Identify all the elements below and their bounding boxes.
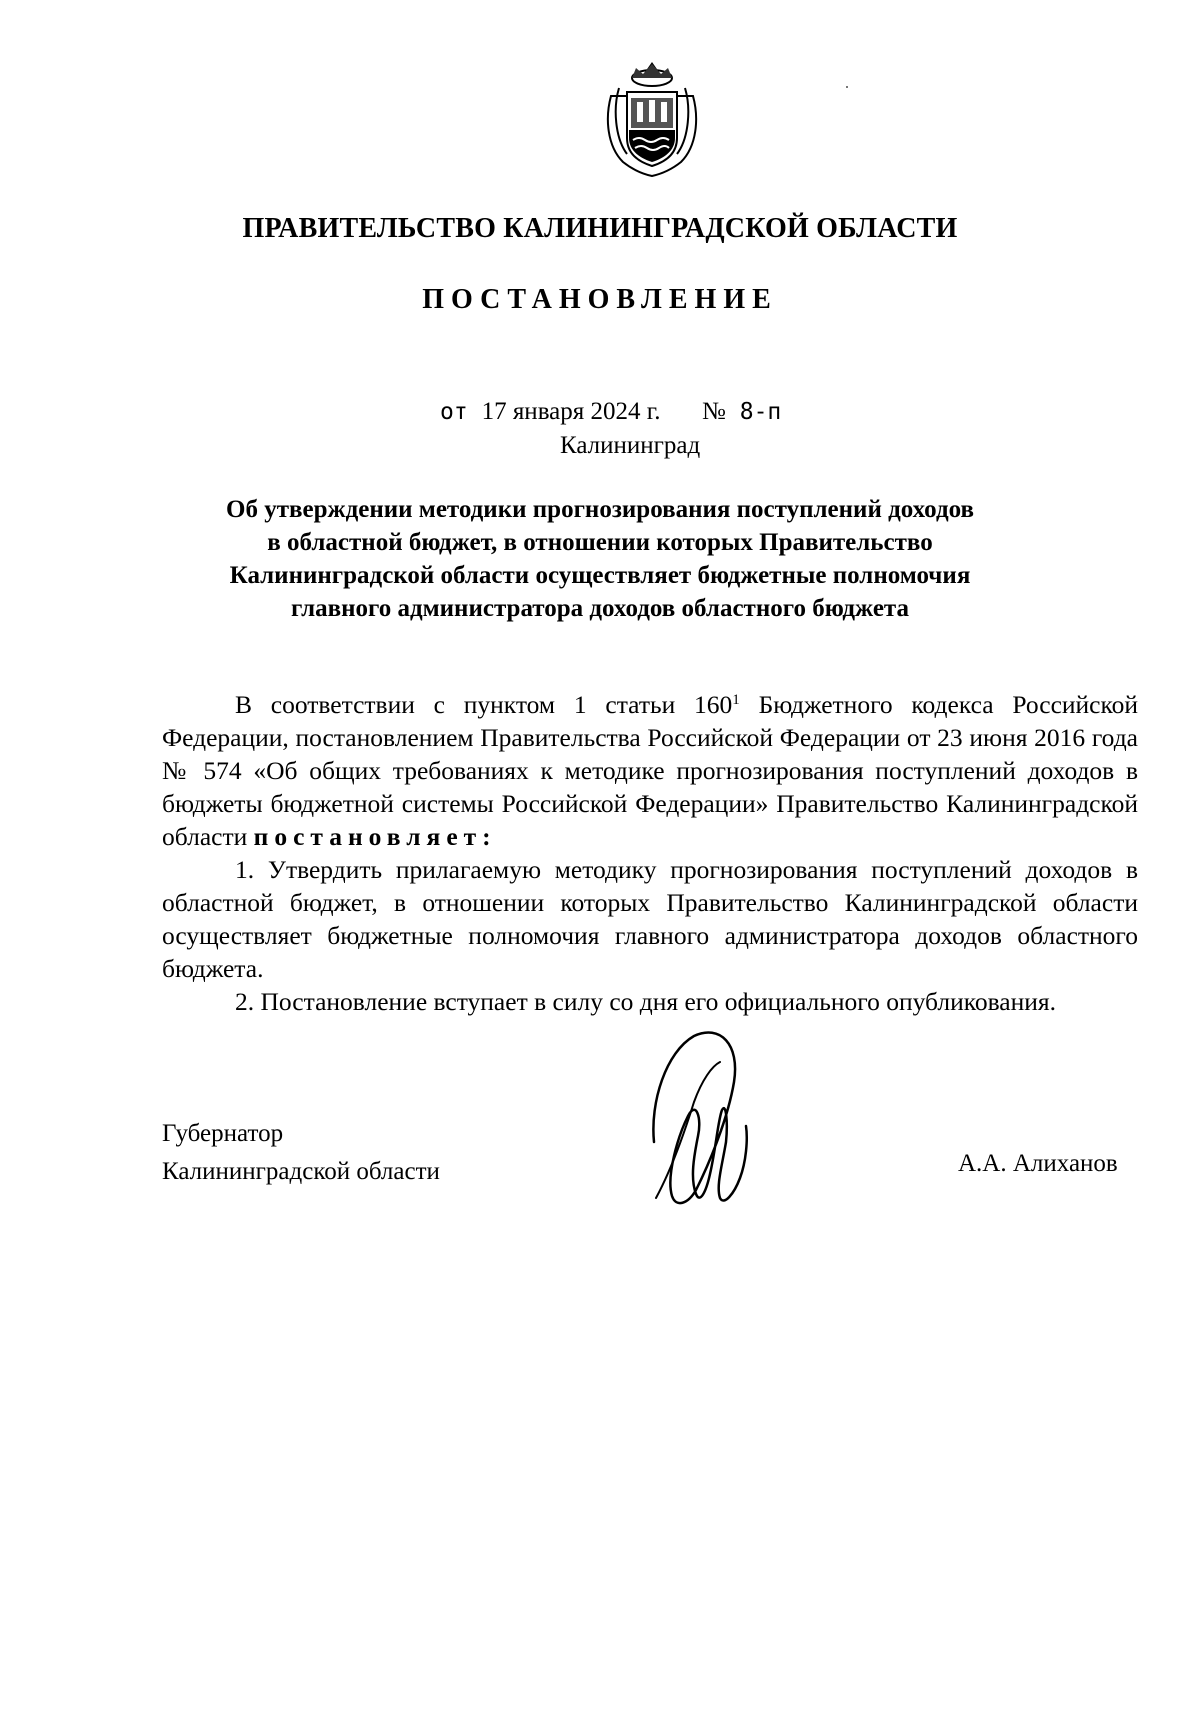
number-label: №: [702, 398, 726, 425]
preamble-text: В соответствии с пунктом 1 статьи 160: [235, 690, 733, 719]
subject-line: Об утверждении методики прогнозирования поступлений доходов: [226, 496, 974, 523]
document-subject: [150, 493, 1050, 625]
signer-title-line: Губернатор: [162, 1120, 284, 1147]
document-date: 17 января 2024 г.: [481, 398, 661, 425]
decree-verb: постановляет:: [253, 822, 497, 851]
subject-line: в областной бюджет, в отношении которых Правительство: [267, 529, 933, 556]
document-body: [162, 688, 1138, 1018]
signer-title-line: Калининградской области: [162, 1158, 440, 1185]
document-type: ПОСТАНОВЛЕНИЕ: [422, 284, 778, 315]
document-number: 8-п: [739, 399, 782, 425]
subject-line: главного администратора доходов областного бюджета: [290, 595, 910, 622]
date-number-line: [440, 398, 781, 426]
signer-title: [162, 1115, 440, 1191]
article-superscript: 1: [732, 692, 740, 708]
preamble-text: Бюджетного кодекса Российской Федерации, постановлением Правительства Российской Федерации от 23 июня 2016 года № 574 «Об общих требованиях к методике прогнозирования поступлений доходов в бюджеты бюджетной системы Российской Федерации» Правительство Калининградской области: [162, 690, 1138, 851]
document-city: Калининград: [560, 432, 701, 459]
decree-item: 1. Утвердить прилагаемую методику прогнозирования поступлений доходов в областной бюджет, в отношении которых Правительство Калининградской области осуществляет бюджетные полномочия главного администратора доходов областного бюджета.: [162, 855, 1138, 983]
subject-line: Калининградской области осуществляет бюджетные полномочия: [229, 562, 971, 589]
government-title: ПРАВИТЕЛЬСТВО КАЛИНИНГРАДСКОЙ ОБЛАСТИ: [242, 213, 958, 244]
coat-of-arms-icon: [603, 58, 701, 178]
decree-item: 2. Постановление вступает в силу со дня его официального опубликования.: [235, 987, 1056, 1016]
handwritten-signature-icon: [636, 1022, 766, 1210]
signer-name: А.А. Алиханов: [958, 1150, 1118, 1177]
date-from-label: от: [440, 399, 468, 425]
preamble-paragraph: [162, 688, 1138, 853]
scan-dot: [846, 86, 848, 88]
